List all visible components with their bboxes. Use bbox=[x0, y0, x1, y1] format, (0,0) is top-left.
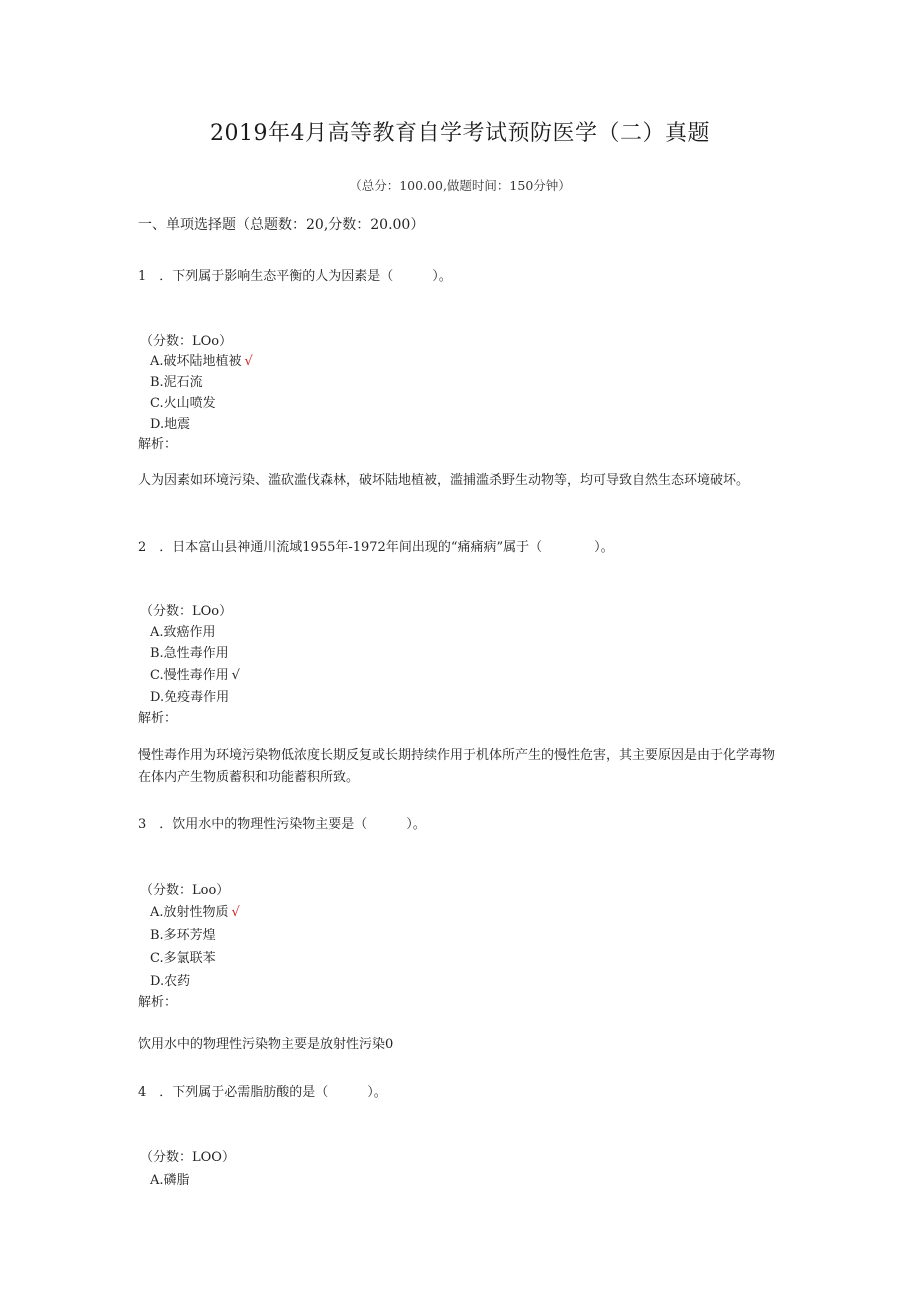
question-4-score: （分数：LOO） bbox=[140, 1150, 235, 1165]
question-3-option-d: D.农药 bbox=[150, 974, 191, 989]
correct-check-icon: √ bbox=[231, 668, 240, 683]
question-1-analysis-label: 解析： bbox=[138, 437, 178, 452]
question-4-stem: 4 ．下列属于必需脂肪酸的是（ ）。 bbox=[138, 1085, 387, 1100]
question-1-option-b: B.泥石流 bbox=[150, 375, 203, 390]
question-2-stem: 2 ．日本富山县神通川流域1955年-1972年间出现的“痛痛病”属于（ ）。 bbox=[138, 540, 614, 555]
question-1-option-c: C.火山喷发 bbox=[150, 396, 216, 411]
question-3-stem: 3 ．饮用水中的物理性污染物主要是（ ）。 bbox=[138, 817, 426, 832]
correct-check-icon: √ bbox=[231, 905, 240, 920]
question-2-explanation: 慢性毒作用为环境污染物低浓度长期反复或长期持续作用于机体所产生的慢性危害，其主要原因是由于化学毒物在体内产生物质蓄积和功能蓄积所致。 bbox=[138, 748, 776, 785]
question-1-option-d: D.地震 bbox=[150, 417, 191, 432]
question-3-option-b: B.多环芳煌 bbox=[150, 928, 216, 943]
question-3-option-c: C.多氯联苯 bbox=[150, 951, 216, 966]
correct-check-icon: √ bbox=[244, 354, 253, 369]
question-2-analysis-label: 解析： bbox=[138, 711, 178, 726]
question-3-analysis-label: 解析： bbox=[138, 995, 178, 1010]
question-3-option-a: A.放射性物质 √ bbox=[150, 905, 240, 920]
question-1-option-a: A.破坏陆地植被 √ bbox=[150, 354, 253, 369]
question-2-option-c: C.慢性毒作用 √ bbox=[150, 668, 240, 683]
question-2-score: （分数：LOo） bbox=[140, 604, 233, 619]
section-heading: 一、单项选择题（总题数：20,分数：20.00） bbox=[138, 217, 425, 233]
question-4-option-a: A.磷脂 bbox=[150, 1173, 190, 1188]
question-2-option-b: B.急性毒作用 bbox=[150, 646, 229, 661]
question-3-explanation: 饮用水中的物理性污染物主要是放射性污染0 bbox=[138, 1037, 394, 1052]
document-title: 2019年4月高等教育自学考试预防医学（二）真题 bbox=[210, 121, 710, 146]
question-1-stem: 1 ．下列属于影响生态平衡的人为因素是（ ）。 bbox=[138, 269, 452, 284]
question-2-option-d: D.免疫毒作用 bbox=[150, 690, 230, 705]
question-1-score: （分数：LOo） bbox=[140, 334, 233, 349]
question-3-score: （分数：Loo） bbox=[140, 883, 230, 898]
question-1-explanation: 人为因素如环境污染、滥砍滥伐森林，破坏陆地植被，滥捕滥杀野生动物等，均可导致自然生态环境破坏。 bbox=[138, 473, 750, 488]
exam-meta: （总分：100.00,做题时间：150分钟） bbox=[349, 178, 571, 193]
question-2-option-a: A.致癌作用 bbox=[150, 625, 216, 640]
